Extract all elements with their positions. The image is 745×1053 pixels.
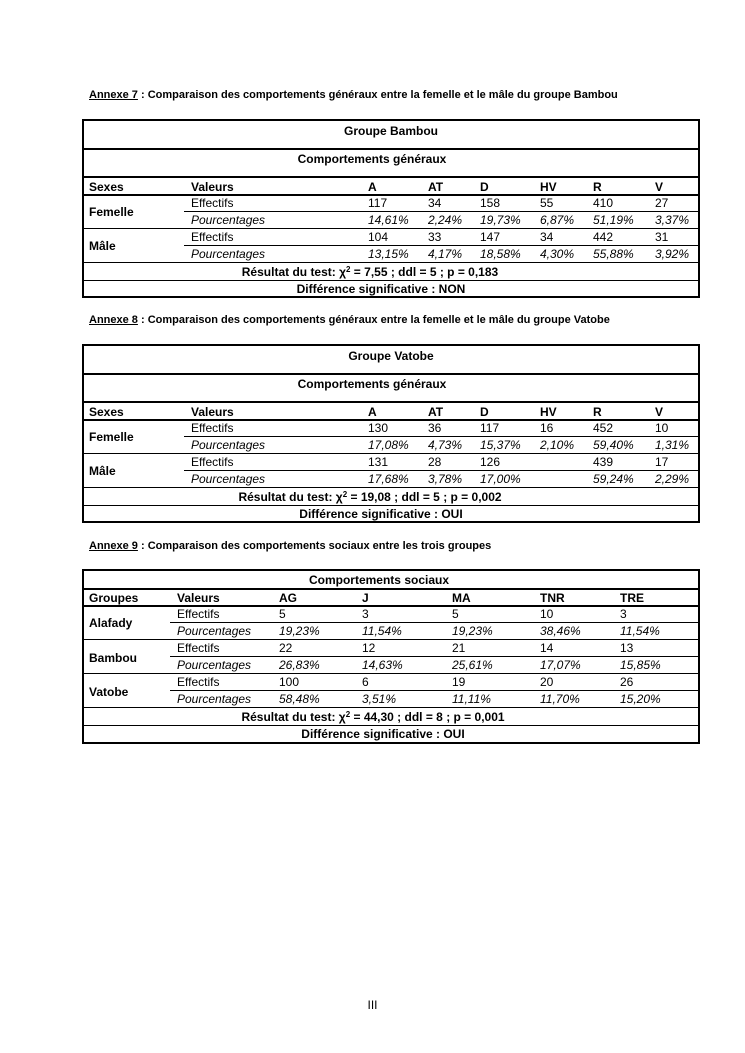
annexe-9-table: [82, 569, 700, 744]
table-cell: 3,92%: [655, 247, 690, 261]
table-cell: 28: [428, 455, 442, 469]
table-cell: 33: [428, 230, 442, 244]
col-header: HV: [540, 180, 557, 194]
table-cell: 55,88%: [593, 247, 634, 261]
annexe-9-ref: Annexe 9: [89, 540, 138, 552]
table-cell: 13,15%: [368, 247, 409, 261]
effectifs-label: Effectifs: [177, 675, 220, 689]
significance: Différence significative : NON: [296, 282, 466, 296]
table-cell: 6,87%: [540, 213, 575, 227]
annexe-8-caption-text: : Comparaison des comportements généraux entre la femelle et le mâle du groupe Vatobe: [137, 314, 610, 326]
table-cell: 38,46%: [540, 624, 581, 638]
significance: Différence significative : OUI: [301, 727, 465, 741]
table-cell: 17,68%: [368, 472, 409, 486]
col-header: V: [655, 180, 664, 194]
table-cell: 1,31%: [655, 438, 690, 452]
col-header: D: [480, 180, 489, 194]
table-cell: 59,24%: [593, 472, 634, 486]
pourcentages-label: Pourcentages: [191, 472, 266, 486]
table-cell: 17,07%: [540, 658, 581, 672]
table-cell: 11,11%: [452, 692, 491, 706]
col-header-sexes: Sexes: [89, 180, 124, 194]
section-title: Comportements généraux: [297, 377, 447, 391]
table-cell: 14,63%: [362, 658, 403, 672]
row-label-femelle: Femelle: [89, 430, 134, 444]
row-label-bambou: Bambou: [89, 651, 137, 665]
table-cell: 14,61%: [368, 213, 409, 227]
table-cell: 126: [480, 455, 501, 469]
table-cell: 4,30%: [540, 247, 575, 261]
table-cell: 15,37%: [480, 438, 521, 452]
group-title: Groupe Vatobe: [348, 349, 434, 363]
table-cell: 117: [480, 421, 500, 435]
table-cell: 25,61%: [452, 658, 493, 672]
table-cell: 439: [593, 455, 614, 469]
col-header-valeurs: Valeurs: [191, 180, 234, 194]
table-cell: 55: [540, 196, 554, 210]
table-cell: 15,85%: [620, 658, 661, 672]
row-label-alafady: Alafady: [89, 616, 133, 630]
table-cell: 131: [368, 455, 389, 469]
test-result: Résultat du test: $\chi^2 = 44,30$ ; ddl = 8 ; p = 0,001: [241, 710, 505, 724]
table-cell: 13: [620, 641, 634, 655]
table-cell: 2,10%: [540, 438, 575, 452]
table-cell: 17,08%: [368, 438, 409, 452]
col-header-groupes: Groupes: [89, 591, 139, 605]
table-cell: 3,78%: [428, 472, 463, 486]
annexe-8-caption: [89, 314, 610, 326]
table-cell: 59,40%: [593, 438, 634, 452]
table-cell: 11,54%: [620, 624, 660, 638]
annexe-9-caption: [89, 540, 491, 552]
table-cell: 147: [480, 230, 501, 244]
col-header: D: [480, 405, 489, 419]
annexe-7-caption: [89, 89, 618, 101]
table-cell: 3: [620, 607, 627, 621]
table-cell: 19: [452, 675, 466, 689]
table-cell: 2,29%: [655, 472, 690, 486]
col-header: TNR: [540, 591, 565, 605]
row-label-male: Mâle: [89, 464, 116, 478]
table-cell: 104: [368, 230, 389, 244]
table-cell: 26: [620, 675, 634, 689]
table-cell: 51,19%: [593, 213, 634, 227]
table-cell: 10: [655, 421, 669, 435]
annexe-9-caption-text: : Comparaison des comportements sociaux entre les trois groupes: [137, 540, 492, 552]
col-header: R: [593, 180, 602, 194]
table-cell: 10: [540, 607, 554, 621]
col-header: V: [655, 405, 664, 419]
table-cell: 17,00%: [480, 472, 521, 486]
table-cell: 19,23%: [452, 624, 493, 638]
row-label-femelle: Femelle: [89, 205, 134, 219]
effectifs-label: Effectifs: [191, 455, 234, 469]
effectifs-label: Effectifs: [177, 607, 220, 621]
table-cell: 19,23%: [279, 624, 320, 638]
table-cell: 58,48%: [279, 692, 320, 706]
table-cell: 11,70%: [540, 692, 580, 706]
table-cell: 6: [362, 675, 369, 689]
table-cell: 26,83%: [279, 658, 320, 672]
table-cell: 22: [279, 641, 293, 655]
annexe-8-table: [82, 344, 700, 523]
pourcentages-label: Pourcentages: [191, 247, 266, 261]
table-cell: 4,73%: [428, 438, 463, 452]
annexe-7-table: [82, 119, 700, 298]
table-cell: 5: [279, 607, 286, 621]
pourcentages-label: Pourcentages: [177, 658, 252, 672]
effectifs-label: Effectifs: [177, 641, 220, 655]
test-result: Résultat du test: $\chi^2 = 19,08$ ; ddl = 5 ; p = 0,002: [238, 490, 502, 504]
table-cell: 410: [593, 196, 614, 210]
col-header: A: [368, 405, 377, 419]
table-cell: 442: [593, 230, 614, 244]
row-label-male: Mâle: [89, 239, 116, 253]
annexe-8-ref: Annexe 8: [89, 314, 138, 326]
table-cell: 5: [452, 607, 459, 621]
col-header-sexes: Sexes: [89, 405, 124, 419]
table-cell: 452: [593, 421, 614, 435]
table-cell: 4,17%: [428, 247, 463, 261]
group-title: Groupe Bambou: [343, 124, 438, 138]
pourcentages-label: Pourcentages: [191, 438, 266, 452]
test-result: Résultat du test: $\chi^2 = 7,55$ ; ddl = 5 ; p = 0,183: [241, 265, 499, 279]
table-cell: 17: [655, 455, 669, 469]
page-number: III: [367, 998, 378, 1012]
effectifs-label: Effectifs: [191, 196, 234, 210]
table-cell: 117: [368, 196, 388, 210]
annexe-7-ref: Annexe 7: [89, 89, 138, 101]
pourcentages-label: Pourcentages: [191, 213, 266, 227]
table-cell: 12: [362, 641, 376, 655]
row-label-vatobe: Vatobe: [89, 685, 129, 699]
table-cell: 18,58%: [480, 247, 521, 261]
table-cell: 15,20%: [620, 692, 661, 706]
col-header: AT: [428, 405, 444, 419]
col-header-valeurs: Valeurs: [177, 591, 220, 605]
table-cell: 21: [452, 641, 466, 655]
effectifs-label: Effectifs: [191, 421, 234, 435]
significance: Différence significative : OUI: [299, 507, 463, 521]
section-title: Comportements généraux: [297, 152, 447, 166]
table-cell: 3,37%: [655, 213, 690, 227]
col-header: J: [362, 591, 369, 605]
col-header: TRE: [620, 591, 644, 605]
section-title: Comportements sociaux: [308, 573, 450, 587]
table-cell: 36: [428, 421, 442, 435]
table-cell: 2,24%: [428, 213, 463, 227]
table-cell: 34: [428, 196, 442, 210]
table-cell: 27: [655, 196, 669, 210]
col-header: A: [368, 180, 377, 194]
table-cell: 3,51%: [362, 692, 397, 706]
pourcentages-label: Pourcentages: [177, 692, 252, 706]
table-cell: 158: [480, 196, 501, 210]
effectifs-label: Effectifs: [191, 230, 234, 244]
annexe-7-caption-text: : Comparaison des comportements généraux entre la femelle et le mâle du groupe Bambou: [137, 89, 618, 101]
table-cell: 100: [279, 675, 300, 689]
col-header: HV: [540, 405, 557, 419]
col-header-valeurs: Valeurs: [191, 405, 234, 419]
pourcentages-label: Pourcentages: [177, 624, 252, 638]
table-cell: 3: [362, 607, 369, 621]
table-cell: 130: [368, 421, 389, 435]
table-cell: 14: [540, 641, 554, 655]
col-header: R: [593, 405, 602, 419]
table-cell: 20: [540, 675, 554, 689]
table-cell: 16: [540, 421, 554, 435]
table-cell: 31: [655, 230, 669, 244]
col-header: MA: [452, 591, 471, 605]
table-cell: 19,73%: [480, 213, 521, 227]
table-cell: 34: [540, 230, 554, 244]
col-header: AG: [279, 591, 297, 605]
table-cell: 11,54%: [362, 624, 402, 638]
col-header: AT: [428, 180, 444, 194]
